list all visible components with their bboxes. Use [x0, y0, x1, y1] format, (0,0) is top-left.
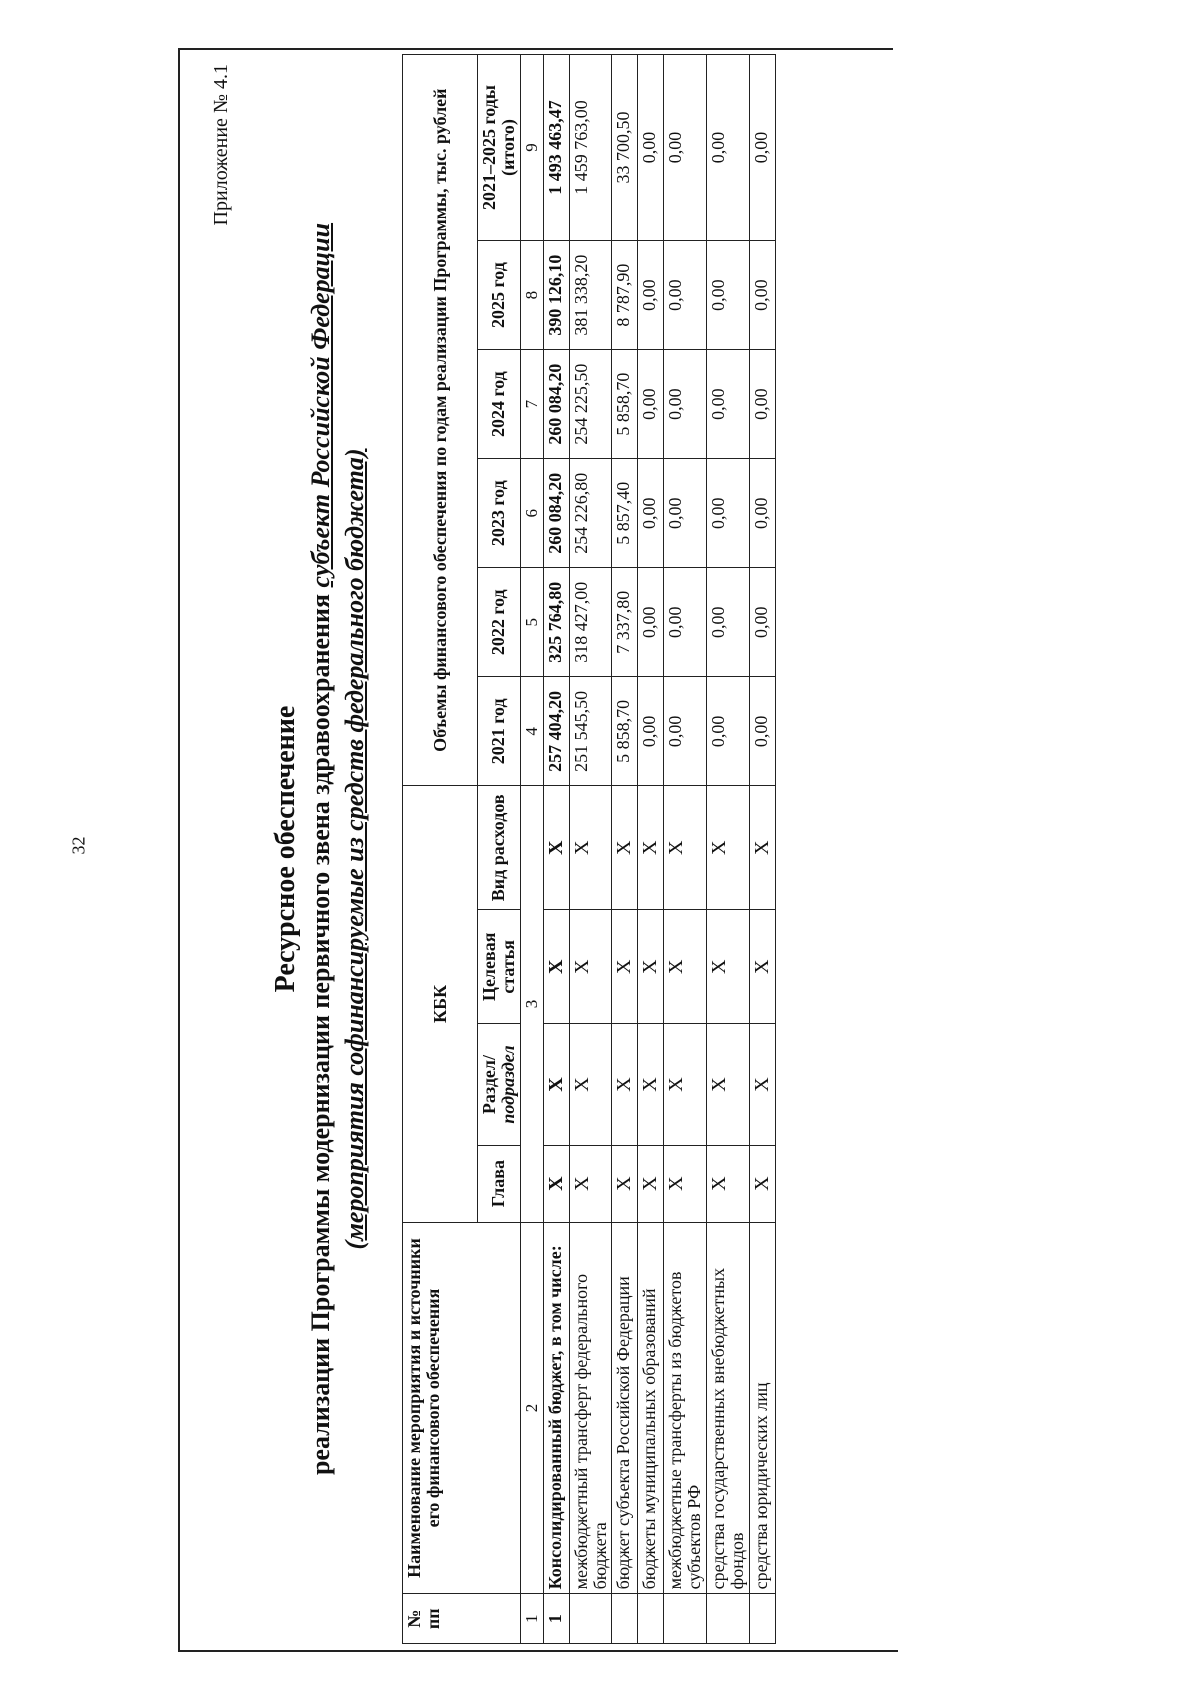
row-glava-cell: X — [612, 1145, 638, 1222]
row-razdel-cell: X — [569, 1024, 612, 1145]
header-kbk: КБК — [403, 786, 478, 1222]
title-line-2-subject: субъект Российской Федерации — [306, 222, 335, 588]
column-number: 6 — [520, 459, 543, 568]
row-vid-cell: X — [543, 786, 569, 910]
row-name-cell: бюджеты муниципальных образований — [638, 1222, 664, 1594]
header-razdel-b: подраздел — [497, 1045, 518, 1124]
row-num-cell — [664, 1594, 707, 1644]
row-razdel-cell: X — [664, 1024, 707, 1145]
row-2025-cell: 0,00 — [749, 241, 775, 350]
row-razdel-cell: X — [543, 1024, 569, 1145]
row-2024-cell: 254 225,50 — [569, 350, 612, 459]
row-2023-cell: 0,00 — [664, 459, 707, 568]
row-2025-cell: 0,00 — [638, 241, 664, 350]
table-row — [612, 55, 638, 1644]
row-razdel-cell: X — [749, 1024, 775, 1145]
row-vid-cell: X — [664, 786, 707, 910]
row-name-cell: межбюджетные трансферты из бюджетов субъектов РФ — [664, 1222, 707, 1594]
row-2021-cell: 5 858,70 — [612, 677, 638, 786]
row-name-cell: средства юридических лиц — [749, 1222, 775, 1594]
row-2025-cell: 0,00 — [707, 241, 750, 350]
title-line-2 — [306, 54, 336, 1644]
row-2024-cell: 0,00 — [638, 350, 664, 459]
row-num-cell — [707, 1594, 750, 1644]
row-glava-cell: X — [543, 1145, 569, 1222]
row-vid-cell: X — [707, 786, 750, 910]
row-name-cell: межбюджетный трансферт федерального бюджета — [569, 1222, 612, 1594]
header-total: 2021–2025 годы (итого) — [478, 55, 521, 241]
row-razdel-cell: X — [638, 1024, 664, 1145]
table-row — [569, 55, 612, 1644]
row-total-cell: 0,00 — [707, 55, 750, 241]
row-num-cell — [569, 1594, 612, 1644]
header-volumes: Объемы финансового обеспечения по годам реализации Программы, тыс. рублей — [403, 55, 478, 786]
column-number: 4 — [520, 677, 543, 786]
header-razdel — [478, 1024, 521, 1145]
resource-table — [402, 54, 776, 1644]
table-row — [638, 55, 664, 1644]
row-2022-cell: 0,00 — [749, 568, 775, 677]
column-number: 8 — [520, 241, 543, 350]
header-2023: 2023 год — [478, 459, 521, 568]
row-2022-cell: 7 337,80 — [612, 568, 638, 677]
document-title — [270, 54, 370, 1644]
row-total-cell: 33 700,50 — [612, 55, 638, 241]
frame-top-line — [178, 48, 893, 50]
appendix-label: Приложение № 4.1 — [210, 64, 232, 226]
column-number: 5 — [520, 568, 543, 677]
header-vid: Вид расходов — [478, 786, 521, 910]
row-2021-cell: 0,00 — [664, 677, 707, 786]
row-2023-cell: 0,00 — [749, 459, 775, 568]
row-vid-cell: X — [612, 786, 638, 910]
row-total-cell: 1 493 463,47 — [543, 55, 569, 241]
row-glava-cell: X — [638, 1145, 664, 1222]
rotated-page — [210, 54, 910, 1644]
row-2022-cell: 318 427,00 — [569, 568, 612, 677]
row-2025-cell: 390 126,10 — [543, 241, 569, 350]
row-total-cell: 0,00 — [664, 55, 707, 241]
frame-bottom-line — [178, 1650, 898, 1652]
row-name-cell: бюджет субъекта Российской Федерации — [612, 1222, 638, 1594]
row-total-cell: 0,00 — [749, 55, 775, 241]
row-razdel-cell: X — [612, 1024, 638, 1145]
header-glava: Глава — [478, 1145, 521, 1222]
row-2024-cell: 260 084,20 — [543, 350, 569, 459]
table-row — [664, 55, 707, 1644]
row-celevaya-cell: X — [707, 910, 750, 1024]
row-celevaya-cell: X — [638, 910, 664, 1024]
row-2023-cell: 0,00 — [707, 459, 750, 568]
row-celevaya-cell: X — [543, 910, 569, 1024]
header-2024: 2024 год — [478, 350, 521, 459]
row-vid-cell: X — [749, 786, 775, 910]
table-row — [543, 55, 569, 1644]
title-line-1: Ресурсное обеспечение — [270, 705, 301, 993]
frame-left-line — [178, 48, 180, 1650]
row-2024-cell: 0,00 — [707, 350, 750, 459]
row-vid-cell: X — [569, 786, 612, 910]
row-2023-cell: 5 857,40 — [612, 459, 638, 568]
title-line-3: (мероприятия софинансируемые из средств федерального бюджета) — [340, 448, 369, 1250]
row-vid-cell: X — [638, 786, 664, 910]
row-total-cell: 0,00 — [638, 55, 664, 241]
page-number: 32 — [68, 836, 89, 855]
table-row — [749, 55, 775, 1644]
row-2021-cell: 257 404,20 — [543, 677, 569, 786]
row-name-cell: Консолидированный бюджет, в том числе: — [543, 1222, 569, 1594]
row-2025-cell: 381 338,20 — [569, 241, 612, 350]
row-2021-cell: 0,00 — [707, 677, 750, 786]
row-2024-cell: 0,00 — [749, 350, 775, 459]
header-2025: 2025 год — [478, 241, 521, 350]
row-2021-cell: 0,00 — [638, 677, 664, 786]
row-name-cell: средства государственных внебюджетных фондов — [707, 1222, 750, 1594]
row-2021-cell: 0,00 — [749, 677, 775, 786]
column-number: 2 — [520, 1222, 543, 1594]
title-line-2-prefix: реализации Программы модернизации первичного звена здравоохранения — [306, 593, 335, 1476]
column-number: 7 — [520, 350, 543, 459]
row-glava-cell: X — [707, 1145, 750, 1222]
row-glava-cell: X — [664, 1145, 707, 1222]
header-name: Наименование мероприятия и источники его финансового обеспечения — [403, 1222, 521, 1594]
row-2022-cell: 0,00 — [707, 568, 750, 677]
row-2023-cell: 254 226,80 — [569, 459, 612, 568]
header-2022: 2022 год — [478, 568, 521, 677]
row-razdel-cell: X — [707, 1024, 750, 1145]
row-glava-cell: X — [569, 1145, 612, 1222]
row-num-cell — [749, 1594, 775, 1644]
row-celevaya-cell: X — [749, 910, 775, 1024]
row-glava-cell: X — [749, 1145, 775, 1222]
row-2023-cell: 0,00 — [638, 459, 664, 568]
row-celevaya-cell: X — [569, 910, 612, 1024]
row-celevaya-cell: X — [664, 910, 707, 1024]
row-2025-cell: 8 787,90 — [612, 241, 638, 350]
header-2021: 2021 год — [478, 677, 521, 786]
row-2025-cell: 0,00 — [664, 241, 707, 350]
header-razdel-a: Раздел/ — [479, 1054, 499, 1115]
row-num-cell — [612, 1594, 638, 1644]
column-number: 9 — [520, 55, 543, 241]
column-number: 3 — [520, 786, 543, 1222]
header-celevaya: Целевая статья — [478, 910, 521, 1024]
column-number: 1 — [520, 1594, 543, 1644]
row-2024-cell: 0,00 — [664, 350, 707, 459]
row-2022-cell: 0,00 — [664, 568, 707, 677]
column-number-row — [520, 55, 543, 1644]
row-2022-cell: 325 764,80 — [543, 568, 569, 677]
row-celevaya-cell: X — [612, 910, 638, 1024]
row-num-cell — [638, 1594, 664, 1644]
row-total-cell: 1 459 763,00 — [569, 55, 612, 241]
row-2022-cell: 0,00 — [638, 568, 664, 677]
table-row — [707, 55, 750, 1644]
row-num-cell: 1 — [543, 1594, 569, 1644]
row-2023-cell: 260 084,20 — [543, 459, 569, 568]
row-2021-cell: 251 545,50 — [569, 677, 612, 786]
row-2024-cell: 5 858,70 — [612, 350, 638, 459]
header-num: № пп — [403, 1594, 521, 1644]
